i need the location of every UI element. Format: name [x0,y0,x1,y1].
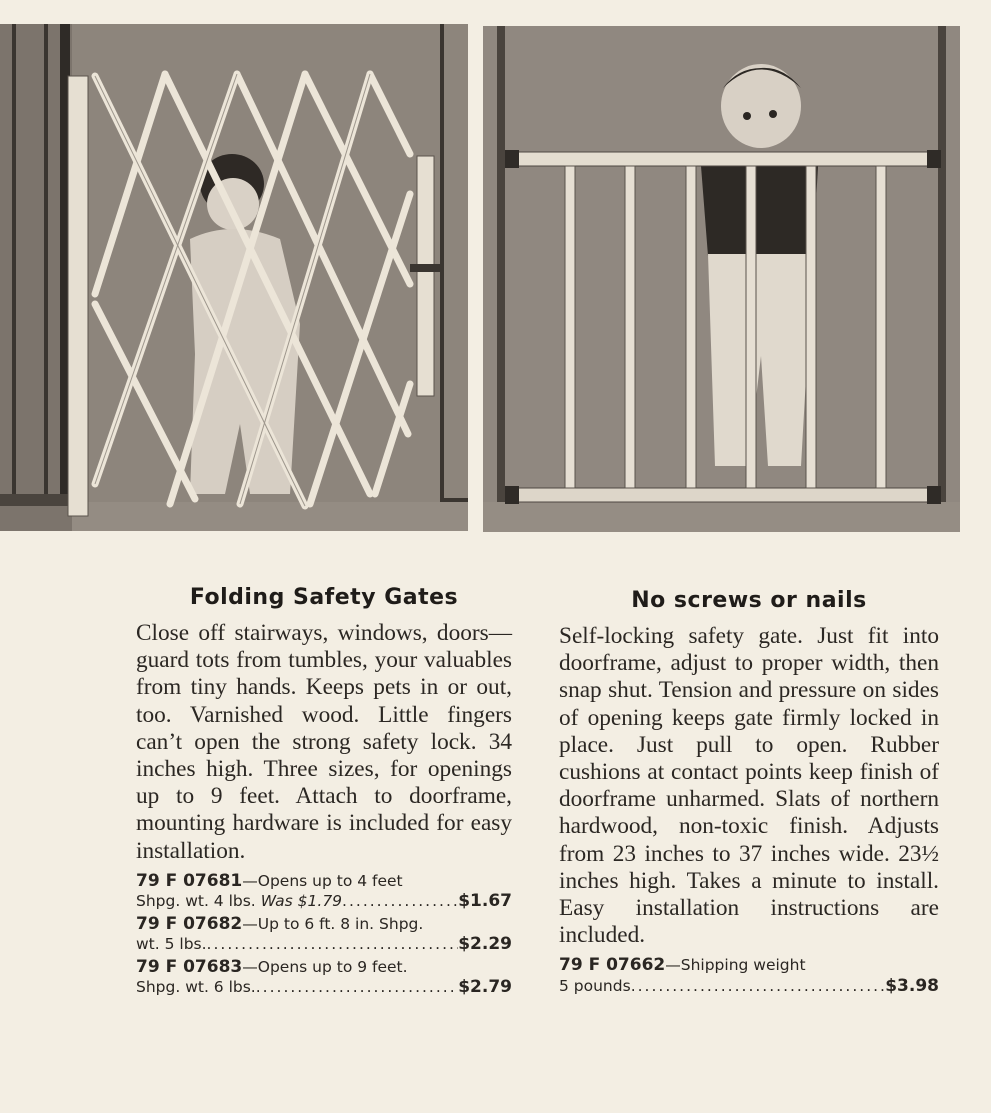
product-heading: Folding Safety Gates [189,585,459,610]
photo-folding-gate [0,24,468,531]
catalog-number: 79 F 07681 [136,870,243,891]
price: $2.79 [458,977,512,998]
order-item [136,871,512,912]
shipping-weight: 5 pounds [559,976,631,995]
catalog-number: 79 F 07683 [136,956,243,977]
order-description: —Shipping weight [665,956,806,975]
order-description: —Opens up to 9 feet. [242,957,408,976]
dot-leader [631,976,886,997]
dot-leader [256,977,458,998]
dot-leader [342,891,458,912]
catalog-number: 79 F 07662 [559,955,666,976]
order-description: —Opens up to 4 feet [242,871,403,890]
order-description: —Up to 6 ft. 8 in. Shpg. [242,914,424,933]
order-item [136,957,512,998]
shipping-weight: wt. 5 lbs. [136,935,207,954]
order-item [136,914,512,955]
photo-pressure-gate [483,26,960,532]
shipping-weight: Shpg. wt. 4 lbs. [136,892,256,911]
product-description: Self-locking safety gate. Just fit into doorframe, adjust to proper width, then snap shut. Tension and pressure on sides of opening keeps gate firmly locked in place. Just pull to open. Rubber cushions at contact points keep finish of doorframe unharmed. Slats of northern hardwood, non-toxic finish. Adjusts from 23 inches to 37 inches wide. 23½ inches high. Takes a minute to install. Easy installation instructions are included. [559,623,939,949]
price: $2.29 [458,934,512,955]
order-item [559,955,939,996]
folding-gate-illustration [0,24,468,531]
was-price: Was $1.79 [260,892,343,911]
product-pressure-gate [559,588,939,998]
order-list [559,955,939,996]
product-description: Close off stairways, windows, doors—guard tots from tumbles, your valuables from tiny hands. Keeps pets in or out, too. Varnished wood. Little fingers can’t open the strong safety lock. 34 inches high. Three sizes, for openings up to 9 feet. Attach to doorframe, mounting hardware is included for easy installation. [136,620,512,864]
product-folding-safety-gates [136,585,512,1000]
dot-leader [207,934,459,955]
catalog-number: 79 F 07682 [136,913,243,934]
product-heading: No screws or nails [631,588,867,613]
price: $1.67 [458,891,512,912]
shipping-weight: Shpg. wt. 6 lbs. [136,978,256,997]
order-list [136,871,512,998]
pressure-gate-illustration [483,26,960,532]
price: $3.98 [885,975,939,996]
